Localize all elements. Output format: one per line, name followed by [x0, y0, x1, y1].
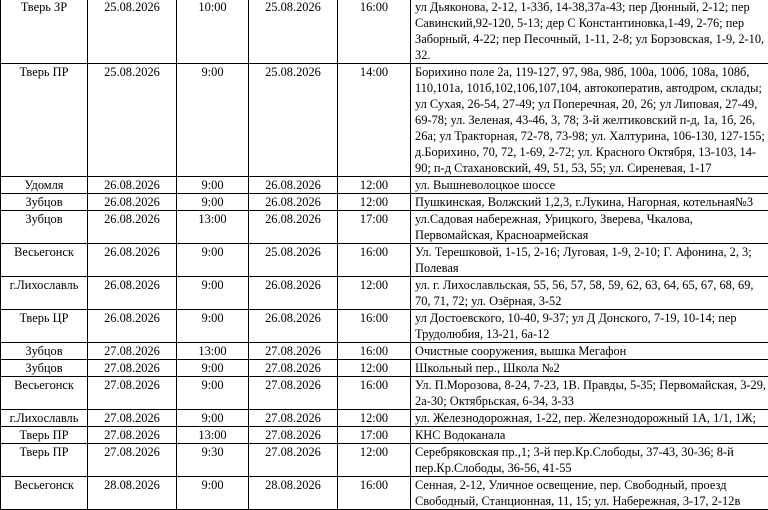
address-cell: Пушкинская, Волжский 1,2,3, г.Лукина, Нагорная, котельная№3 — [411, 194, 768, 211]
end-time-cell: 16:00 — [338, 244, 411, 277]
start-time-cell: 9:00 — [177, 64, 249, 177]
address-cell: Очистные сооружения, вышка Мегафон — [411, 343, 768, 360]
end-time-cell: 16:00 — [338, 343, 411, 360]
start-date-cell: 25.08.2026 — [88, 0, 177, 64]
end-date-cell: 27.08.2026 — [249, 360, 338, 377]
start-time-cell: 10:00 — [177, 0, 249, 64]
start-time-cell: 9:00 — [177, 177, 249, 194]
table-row — [1, 444, 768, 477]
end-time-cell: 16:00 — [338, 377, 411, 410]
place-cell: Зубцов — [1, 194, 88, 211]
table-row — [1, 477, 768, 510]
address-cell: КНС Водоканала — [411, 427, 768, 444]
address-cell: Ул. Терешковой, 1-15, 2-16; Луговая, 1-9, 2-10; Г. Афонина, 2, 3; Полевая — [411, 244, 768, 277]
table-row — [1, 177, 768, 194]
end-time-cell: 12:00 — [338, 194, 411, 211]
end-time-cell: 16:00 — [338, 0, 411, 64]
start-date-cell: 26.08.2026 — [88, 211, 177, 244]
end-time-cell: 16:00 — [338, 477, 411, 510]
start-time-cell: 9:00 — [177, 194, 249, 211]
address-cell: Школьный пер., Школа №2 — [411, 360, 768, 377]
address-cell: ул. г. Лихославльская, 55, 56, 57, 58, 59, 62, 63, 64, 65, 67, 68, 69, 70, 71, 72; ул. Озёрная, 3-52 — [411, 277, 768, 310]
table-row — [1, 343, 768, 360]
start-date-cell: 26.08.2026 — [88, 277, 177, 310]
start-time-cell: 9:00 — [177, 244, 249, 277]
end-time-cell: 17:00 — [338, 427, 411, 444]
end-time-cell: 12:00 — [338, 177, 411, 194]
start-date-cell: 25.08.2026 — [88, 64, 177, 177]
place-cell: Тверь ПР — [1, 427, 88, 444]
table-row — [1, 377, 768, 410]
address-cell: ул. Вышневолоцкое шоссе — [411, 177, 768, 194]
table-row — [1, 211, 768, 244]
table-row — [1, 310, 768, 343]
place-cell: Весьегонск — [1, 477, 88, 510]
end-date-cell: 25.08.2026 — [249, 244, 338, 277]
end-date-cell: 26.08.2026 — [249, 194, 338, 211]
start-time-cell: 9:00 — [177, 477, 249, 510]
start-date-cell: 27.08.2026 — [88, 410, 177, 427]
address-cell: Сенная, 2-12, Уличное освещение, пер. Свободный, проезд Свободный, Станционная, 11, 15; ул. Набережная, 3-17, 2-12в — [411, 477, 768, 510]
place-cell: Тверь ЦР — [1, 310, 88, 343]
end-date-cell: 27.08.2026 — [249, 377, 338, 410]
start-time-cell: 13:00 — [177, 211, 249, 244]
end-date-cell: 27.08.2026 — [249, 444, 338, 477]
table-row — [1, 360, 768, 377]
end-date-cell: 28.08.2026 — [249, 477, 338, 510]
address-cell: Борихино поле 2а, 119-127, 97, 98а, 98б, 100а, 100б, 108а, 108б, 110,101а, 101б,102,106,107,104, автокоператив, автодром, склады; ул Сухая, 26-54, 27-49; ул Поперечная, 20, 26; ул Липовая, 27-49, 69-78; ул. Зеленая, 43-46, 3, 78; 3-й желтиковский п-д, 1а, 1б, 26, 26а; ул Тракторная, 72-78, 73-98; ул. Халтурина, 106-130, 127-155; д.Борихино, 70, 72, 1-69, 2-72; ул. Красного Октября, 13-103, 14-90; п-д Стахановский, 49, 51, 53, 55; ул. Сиреневая, 1-17 — [411, 64, 768, 177]
place-cell: Тверь ПР — [1, 444, 88, 477]
end-date-cell: 26.08.2026 — [249, 310, 338, 343]
start-time-cell: 9:00 — [177, 377, 249, 410]
start-time-cell: 9:30 — [177, 444, 249, 477]
end-time-cell: 12:00 — [338, 277, 411, 310]
start-time-cell: 9:00 — [177, 277, 249, 310]
end-time-cell: 12:00 — [338, 360, 411, 377]
start-date-cell: 27.08.2026 — [88, 360, 177, 377]
place-cell: Зубцов — [1, 360, 88, 377]
address-cell: Ул. П.Морозова, 8-24, 7-23, 1В. Правды, 5-35; Первомайская, 3-29, 2а-30; Октябрьская, 6-34, 3-33 — [411, 377, 768, 410]
table-body — [1, 0, 768, 510]
start-date-cell: 28.08.2026 — [88, 477, 177, 510]
address-cell: ул Дьяконова, 2-12, 1-33б, 14-38,37а-43; пер Дюнный, 2-12; пер Савинский,92-120, 5-13; дер С Константиновка,1-49, 2-76; пер Заборный, 4-22; пер Песочный, 1-11, 2-8; ул Борзовская, 1-9, 2-10, 32. — [411, 0, 768, 64]
end-time-cell: 17:00 — [338, 211, 411, 244]
address-cell: ул Достоевского, 10-40, 9-37; ул Д Донского, 7-19, 10-14; пер Трудолюбия, 13-21, 6а-12 — [411, 310, 768, 343]
place-cell: г.Лихославль — [1, 410, 88, 427]
table-row — [1, 0, 768, 64]
end-date-cell: 26.08.2026 — [249, 211, 338, 244]
start-date-cell: 26.08.2026 — [88, 310, 177, 343]
start-date-cell: 26.08.2026 — [88, 194, 177, 211]
start-time-cell: 9:00 — [177, 310, 249, 343]
start-date-cell: 27.08.2026 — [88, 377, 177, 410]
start-date-cell: 26.08.2026 — [88, 177, 177, 194]
end-date-cell: 26.08.2026 — [249, 177, 338, 194]
place-cell: Весьегонск — [1, 244, 88, 277]
place-cell: г.Лихославль — [1, 277, 88, 310]
start-date-cell: 27.08.2026 — [88, 427, 177, 444]
end-date-cell: 27.08.2026 — [249, 410, 338, 427]
place-cell: Весьегонск — [1, 377, 88, 410]
start-time-cell: 9:00 — [177, 360, 249, 377]
end-time-cell: 14:00 — [338, 64, 411, 177]
start-date-cell: 26.08.2026 — [88, 244, 177, 277]
address-cell: ул. Железнодорожная, 1-22, пер. Железнодорожный 1А, 1/1, 1Ж; — [411, 410, 768, 427]
start-date-cell: 27.08.2026 — [88, 444, 177, 477]
end-date-cell: 25.08.2026 — [249, 0, 338, 64]
end-time-cell: 12:00 — [338, 444, 411, 477]
place-cell: Удомля — [1, 177, 88, 194]
end-date-cell: 27.08.2026 — [249, 427, 338, 444]
end-date-cell: 26.08.2026 — [249, 277, 338, 310]
start-time-cell: 9:00 — [177, 410, 249, 427]
place-cell: Зубцов — [1, 343, 88, 360]
table-row — [1, 64, 768, 177]
end-time-cell: 16:00 — [338, 310, 411, 343]
end-time-cell: 12:00 — [338, 410, 411, 427]
table-row — [1, 244, 768, 277]
end-date-cell: 25.08.2026 — [249, 64, 338, 177]
start-date-cell: 27.08.2026 — [88, 343, 177, 360]
table-row — [1, 194, 768, 211]
table-row — [1, 410, 768, 427]
address-cell: Серебряковская пр.,1; 3-й пер.Кр.Слободы, 37-43, 30-36; 8-й пер.Кр.Слободы, 36-56, 41-55 — [411, 444, 768, 477]
place-cell: Тверь ПР — [1, 64, 88, 177]
table-row — [1, 427, 768, 444]
place-cell: Зубцов — [1, 211, 88, 244]
place-cell: Тверь ЗР — [1, 0, 88, 64]
start-time-cell: 13:00 — [177, 427, 249, 444]
end-date-cell: 27.08.2026 — [249, 343, 338, 360]
address-cell: ул.Садовая набережная, Урицкого, Зверева, Чкалова, Первомайская, Красноармейская — [411, 211, 768, 244]
start-time-cell: 13:00 — [177, 343, 249, 360]
table-row — [1, 277, 768, 310]
